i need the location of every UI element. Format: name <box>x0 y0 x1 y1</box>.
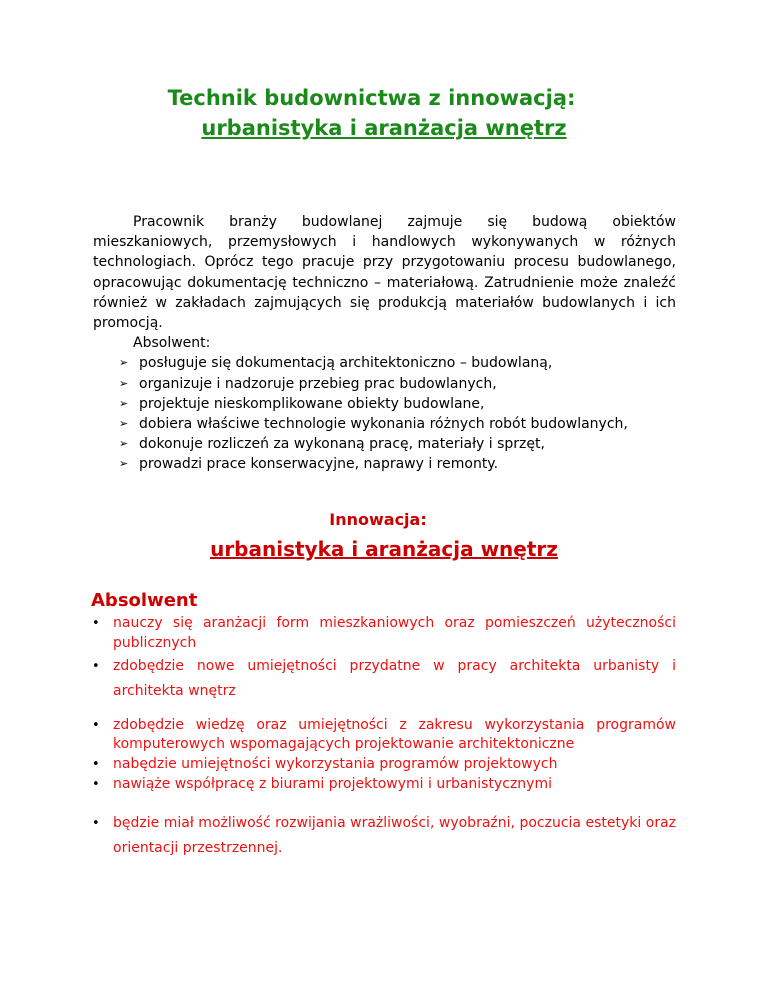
innowacja-subheading: urbanistyka i aranżacja wnętrz <box>210 537 558 561</box>
title-block <box>0 86 768 140</box>
absolwent-list <box>91 614 676 861</box>
list-item: ➢ organizuje i nadzoruje przebieg prac budowlanych, <box>119 374 676 394</box>
arrow-right-icon: ➢ <box>119 356 129 370</box>
list-item: • zdobędzie wiedzę oraz umiejętności z zakresu wykorzystania programów komputerowych wspomagających projektowanie architektoniczne <box>92 716 676 753</box>
page-subtitle: urbanistyka i aranżacja wnętrz <box>201 116 567 140</box>
list-item: • będzie miał możliwość rozwijania wrażliwości, wyobraźni, poczucia estetyki oraz orientacji przestrzennej. <box>91 811 676 861</box>
list-item: • zdobędzie nowe umiejętności przydatne w pracy architekta urbanisty i architekta wnętrz <box>91 654 676 704</box>
bullet-dot-icon: • <box>92 616 100 631</box>
arrow-right-icon: ➢ <box>119 437 129 451</box>
arrow-right-icon: ➢ <box>119 396 129 410</box>
arrow-right-icon: ➢ <box>119 457 129 471</box>
bullet-dot-icon: • <box>92 658 100 674</box>
bullet-dot-icon: • <box>92 815 100 831</box>
absolwent-label: Absolwent: <box>133 335 211 352</box>
bullet-dot-icon: • <box>92 757 100 773</box>
list-item: ➢ projektuje nieskomplikowane obiekty budowlane, <box>119 394 676 414</box>
list-item: ➢ dokonuje rozliczeń za wykonaną pracę, materiały i sprzęt, <box>119 434 676 454</box>
skills-list <box>93 353 676 474</box>
list-item: • nauczy się aranżacji form mieszkaniowych oraz pomieszczeń użyteczności publicznych <box>92 615 676 651</box>
page-title: Technik budownictwa z innowacją: <box>167 86 576 110</box>
arrow-right-icon: ➢ <box>119 376 129 390</box>
intro-paragraph: Pracownik branży budowlanej zajmuje się budową obiektów mieszkaniowych, przemysłowych i handlowych wykonywanych w różnych technologiach. Oprócz tego pracuje przy przygotowaniu procesu budowlanego, opracowując dokumentację techniczno – materiałową. Zatrudnienie może znaleźć również w zakładach zajmujących się produkcją materiałów budowlanych i ich promocją. <box>93 214 676 332</box>
list-item: • nawiąże współpracę z biurami projektowymi i urbanistycznymi <box>91 775 676 795</box>
list-item: ➢ posługuje się dokumentacją architektoniczno – budowlaną, <box>119 353 676 373</box>
list-item: ➢ dobiera właściwe technologie wykonania różnych robót budowlanych, <box>119 414 676 434</box>
list-item: • nabędzie umiejętności wykorzystania programów projektowych <box>91 755 676 775</box>
arrow-right-icon: ➢ <box>119 417 129 431</box>
intro-section <box>93 212 676 475</box>
innowacja-heading: Innowacja: <box>329 510 427 529</box>
list-item: ➢ prowadzi prace konserwacyjne, naprawy i remonty. <box>119 454 676 474</box>
bullet-dot-icon: • <box>92 776 100 792</box>
bullet-dot-icon: • <box>92 717 100 733</box>
absolwent-heading: Absolwent <box>91 590 198 611</box>
